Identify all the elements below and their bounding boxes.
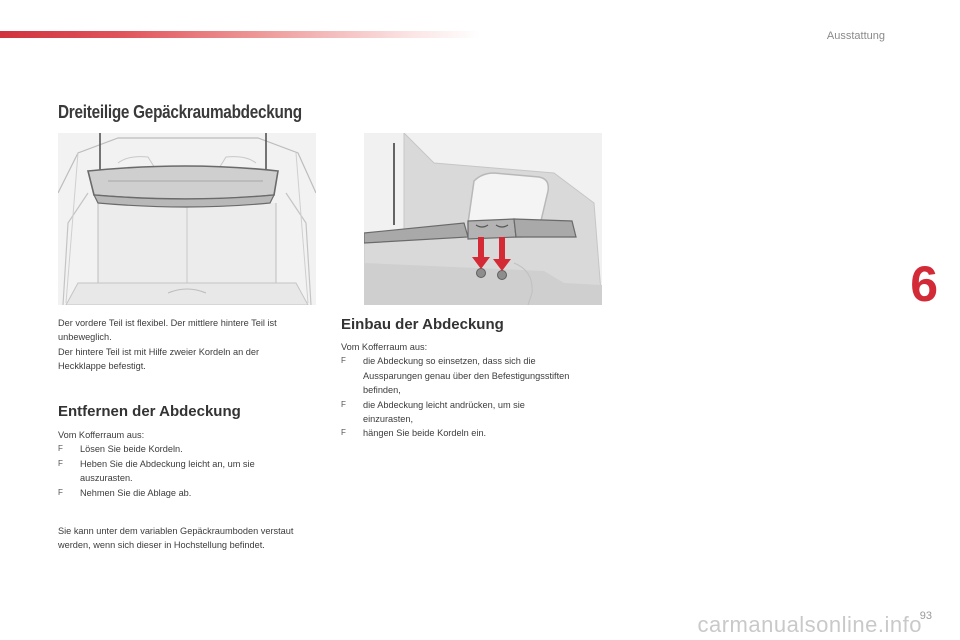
step-text: Heben Sie die Abdeckung leicht an, um sie auszurasten. (80, 458, 255, 484)
install-steps (341, 354, 571, 440)
remove-steps (58, 442, 308, 500)
page-title: Dreiteilige Gepäckraumabdeckung (58, 102, 302, 122)
install-instructions (341, 340, 571, 441)
section-label: Ausstattung (826, 30, 885, 42)
step-text: hängen Sie beide Kordeln ein. (363, 428, 487, 439)
list-item (341, 426, 571, 440)
list-item (341, 398, 571, 427)
bullet-icon: F (341, 399, 346, 409)
step-text: die Abdeckung so einsetzen, dass sich die Aussparungen genau über den Befestigungsstiften befinden, (363, 356, 570, 396)
list-item (341, 354, 571, 397)
step-text: Nehmen Sie die Ablage ab. (80, 487, 192, 498)
bullet-icon: F (58, 458, 63, 468)
chapter-number: 6 (910, 256, 938, 312)
watermark: carmanualsonline.info (697, 612, 922, 637)
install-lead: Vom Kofferraum aus: (341, 342, 428, 352)
cover-install-illustration (364, 133, 602, 305)
install-heading: Einbau der Abdeckung (341, 316, 504, 333)
bullet-icon: F (341, 428, 346, 438)
intro-line: Der hintere Teil ist mit Hilfe zweier Kordeln an der (58, 346, 260, 357)
intro-line: Der vordere Teil ist flexibel. Der mittlere hintere Teil ist (58, 318, 277, 328)
page-number: 93 (919, 610, 932, 622)
step-text: Lösen Sie beide Kordeln. (80, 444, 183, 455)
tailgate-drawing (364, 133, 602, 305)
intro-line: Heckklappe befestigt. (58, 361, 146, 372)
remove-heading: Entfernen der Abdeckung (58, 403, 241, 420)
remove-lead: Vom Kofferraum aus: (58, 430, 145, 440)
trunk-cover-illustration (58, 133, 316, 305)
list-item (58, 442, 308, 456)
bullet-icon: F (341, 356, 346, 366)
intro-paragraph (58, 316, 320, 374)
trunk-interior-drawing (58, 133, 316, 305)
header-color-bar (0, 31, 480, 38)
storage-note: Sie kann unter dem variablen Gepäckraumboden verstaut werden, wenn sich dieser in Hochstellung befindet. (58, 526, 294, 551)
step-text: die Abdeckung leicht andrücken, um sie einzurasten, (363, 399, 525, 425)
list-item (58, 457, 308, 486)
intro-line: unbeweglich. (58, 332, 112, 343)
bullet-icon: F (58, 487, 63, 497)
bullet-icon: F (58, 444, 63, 454)
remove-instructions (58, 428, 308, 500)
list-item (58, 486, 308, 500)
